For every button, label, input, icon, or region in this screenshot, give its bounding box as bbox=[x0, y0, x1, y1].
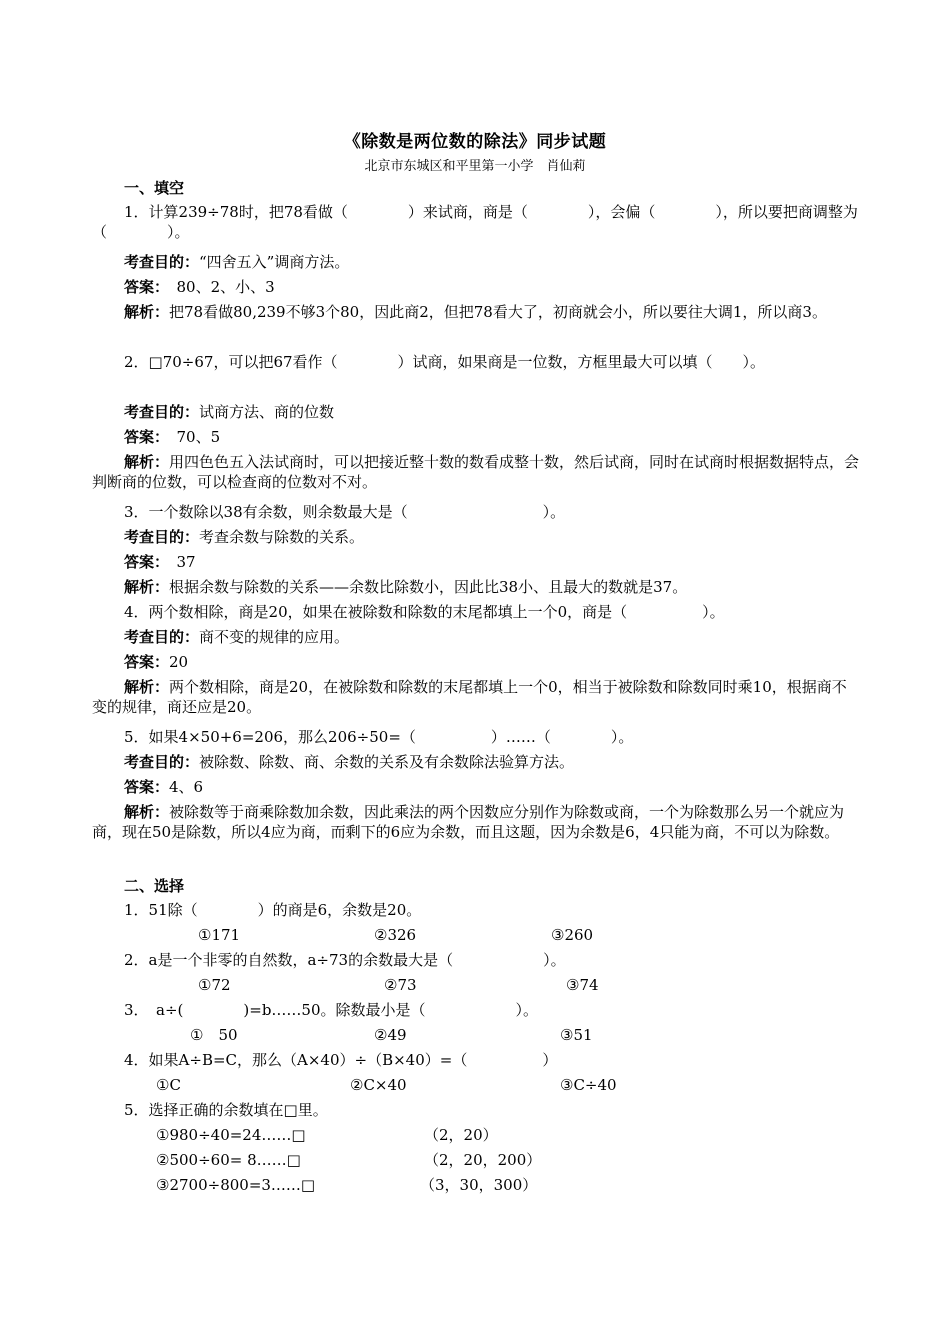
choice-1-option-2: ②326 bbox=[374, 926, 417, 944]
choice-1-option-1: ①171 bbox=[198, 926, 241, 944]
answer-label: 答案： bbox=[124, 653, 170, 671]
answer-label: 答案： bbox=[124, 778, 170, 796]
choice-question-3-text: 3． a÷( )=b……50。除数最小是（ ）。 bbox=[124, 1001, 539, 1019]
purpose-label: 考查目的： bbox=[124, 528, 200, 546]
page-title: 《除数是两位数的除法》同步试题 bbox=[343, 132, 607, 152]
question-5-answer bbox=[124, 777, 203, 797]
choice-3-option-3: ③51 bbox=[560, 1026, 593, 1044]
analysis-text: 根据余数与除数的关系——余数比除数小，因此比38小、且最大的数就是37。 bbox=[169, 578, 688, 596]
choice-4-option-3: ③C÷40 bbox=[560, 1076, 617, 1094]
analysis-text: 被除数等于商乘除数加余数，因此乘法的两个因数应分别作为除数或商，一个为除数那么另一个就应为商，现在50是除数，所以4应为商，而剩下的6应为余数，而且这题，因为余数是6，4只能为商，不可以为除数。 bbox=[92, 803, 845, 841]
choice-5-item-1-expr: ①980÷40=24……□ bbox=[156, 1126, 306, 1144]
author-line: 北京市东城区和平里第一小学 肖仙莉 bbox=[364, 159, 586, 174]
choice-5-item-2-choices: （2，20，200） bbox=[424, 1151, 542, 1169]
question-2-purpose bbox=[124, 402, 334, 422]
analysis-label: 解析： bbox=[124, 578, 170, 596]
question-1-analysis bbox=[92, 302, 860, 322]
answer-label: 答案： bbox=[124, 428, 162, 446]
answer-text: 80、2、小、3 bbox=[161, 278, 275, 296]
question-4-answer bbox=[124, 652, 188, 672]
choice-question-5-text: 5．选择正确的余数填在□里。 bbox=[124, 1101, 328, 1119]
question-2-analysis bbox=[92, 452, 860, 492]
analysis-label: 解析： bbox=[124, 678, 170, 696]
choice-4-option-2: ②C×40 bbox=[350, 1076, 407, 1094]
question-5-analysis bbox=[92, 802, 860, 842]
section-heading-fill-blank: 一、填空 bbox=[124, 179, 185, 197]
choice-question-4-text: 4．如果A÷B=C，那么（A×40）÷（B×40）=（ ） bbox=[124, 1051, 558, 1069]
choice-4-option-1: ①C bbox=[156, 1076, 181, 1094]
choice-2-option-2: ②73 bbox=[384, 976, 417, 994]
question-3-answer bbox=[124, 552, 196, 572]
purpose-text: 试商方法、商的位数 bbox=[199, 403, 335, 421]
question-1-text: 1．计算239÷78时，把78看做（ ）来试商，商是（ ），会偏（ ），所以要把商调整为（ ）。 bbox=[92, 203, 858, 241]
choice-1-option-3: ③260 bbox=[551, 926, 594, 944]
question-4-text: 4．两个数相除，商是20，如果在被除数和除数的末尾都填上一个0，商是（ ）。 bbox=[124, 603, 725, 621]
question-4-analysis bbox=[92, 677, 860, 717]
answer-text: 4、6 bbox=[169, 778, 204, 796]
analysis-label: 解析： bbox=[124, 453, 170, 471]
purpose-text: 考查余数与除数的关系。 bbox=[199, 528, 365, 546]
purpose-label: 考查目的： bbox=[124, 253, 200, 271]
purpose-label: 考查目的： bbox=[124, 628, 200, 646]
answer-text: 70、5 bbox=[161, 428, 221, 446]
choice-2-option-1: ①72 bbox=[198, 976, 231, 994]
section-heading-choice: 二、选择 bbox=[124, 877, 185, 895]
question-2-text: 2．□70÷67，可以把67看作（ ）试商，如果商是一位数，方框里最大可以填（ ）。 bbox=[124, 353, 766, 371]
answer-text: 37 bbox=[161, 553, 196, 571]
purpose-label: 考查目的： bbox=[124, 753, 200, 771]
answer-text: 20 bbox=[169, 653, 189, 671]
question-4-purpose bbox=[124, 627, 349, 647]
answer-label: 答案： bbox=[124, 553, 162, 571]
purpose-text: 商不变的规律的应用。 bbox=[199, 628, 350, 646]
analysis-label: 解析： bbox=[124, 803, 170, 821]
choice-question-1-text: 1．51除（ ）的商是6，余数是20。 bbox=[124, 901, 422, 919]
choice-5-item-3-expr: ③2700÷800=3……□ bbox=[156, 1176, 316, 1194]
purpose-text: “四舍五入”调商方法。 bbox=[199, 253, 350, 271]
purpose-label: 考查目的： bbox=[124, 403, 200, 421]
question-2-answer bbox=[124, 427, 220, 447]
choice-3-option-1: ① 50 bbox=[190, 1026, 238, 1044]
question-3-analysis bbox=[124, 577, 687, 597]
choice-5-item-1-choices: （2，20） bbox=[424, 1126, 498, 1144]
choice-3-option-2: ②49 bbox=[374, 1026, 407, 1044]
question-1-answer bbox=[124, 277, 275, 297]
question-5-text: 5．如果4×50+6=206，那么206÷50=（ ）……（ ）。 bbox=[124, 728, 634, 746]
question-3-purpose bbox=[124, 527, 364, 547]
purpose-text: 被除数、除数、商、余数的关系及有余数除法验算方法。 bbox=[199, 753, 575, 771]
choice-5-item-2-expr: ②500÷60= 8……□ bbox=[156, 1151, 301, 1169]
analysis-label: 解析： bbox=[124, 303, 170, 321]
question-3-text: 3．一个数除以38有余数，则余数最大是（ ）。 bbox=[124, 503, 566, 521]
question-5-purpose bbox=[124, 752, 574, 772]
answer-label: 答案： bbox=[124, 278, 162, 296]
analysis-text: 用四色色五入法试商时，可以把接近整十数的数看成整十数，然后试商，同时在试商时根据数据特点，会判断商的位数，可以检查商的位数对不对。 bbox=[92, 453, 860, 491]
choice-question-2-text: 2．a是一个非零的自然数，a÷73的余数最大是（ ）。 bbox=[124, 951, 566, 969]
analysis-text: 把78看做80,239不够3个80，因此商2，但把78看大了，初商就会小，所以要往大调1，所以商3。 bbox=[169, 303, 827, 321]
choice-5-item-3-choices: （3，30，300） bbox=[420, 1176, 538, 1194]
question-1-purpose bbox=[124, 252, 349, 272]
analysis-text: 两个数相除，商是20，在被除数和除数的末尾都填上一个0，相当于被除数和除数同时乘10，根据商不变的规律，商还应是20。 bbox=[92, 678, 847, 716]
choice-2-option-3: ③74 bbox=[566, 976, 599, 994]
